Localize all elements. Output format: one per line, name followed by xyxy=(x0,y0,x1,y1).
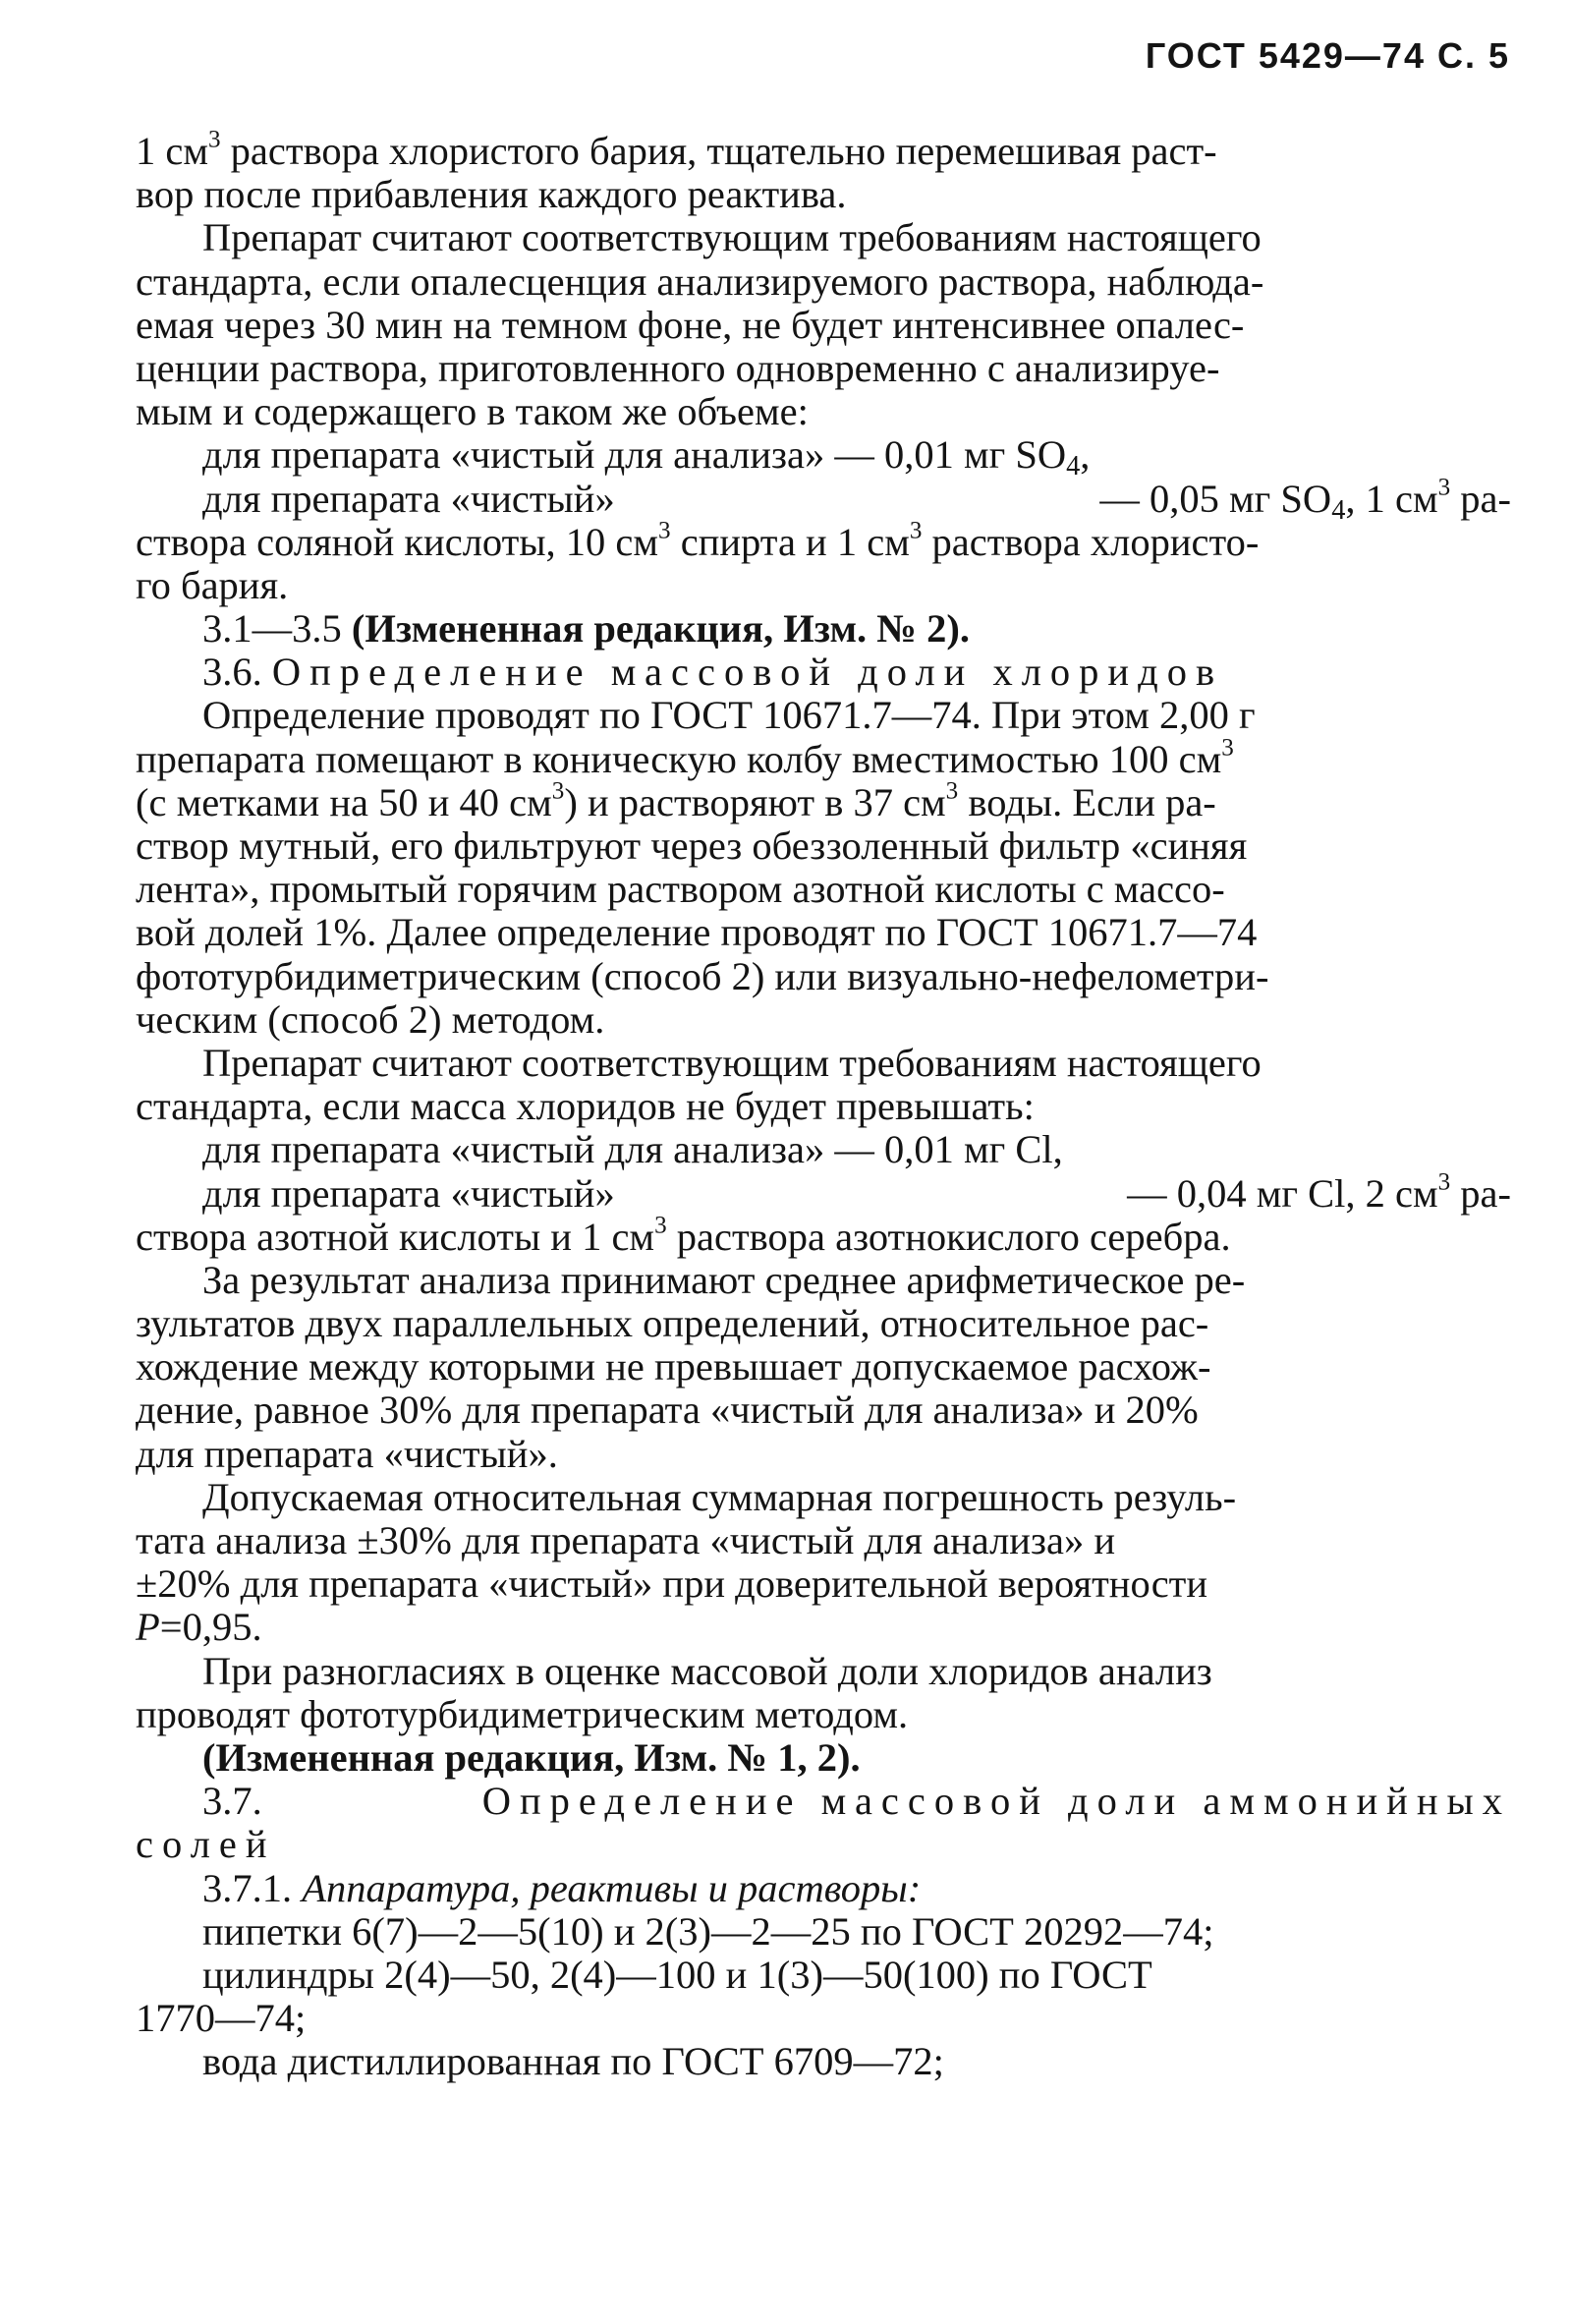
text-line: вор после прибавления каждого реактива. xyxy=(136,172,847,217)
text-line: вой долей 1%. Далее определение проводят по ГОСТ 10671.7—74 xyxy=(136,910,1258,955)
text-line: емая через 30 мин на темном фоне, не будет интенсивнее опалес- xyxy=(136,302,1245,347)
list-item: пипетки 6(7)—2—5(10) и 2(3)—2—25 по ГОСТ 20292—74; xyxy=(202,1908,1214,1954)
section-heading: 3.6. Определение массовой доли хлоридов xyxy=(202,650,1224,695)
amendment-note: 3.1—3.5 (Измененная редакция, Изм. № 2). xyxy=(202,606,970,652)
text-line: стандарта, если опалесценция анализируемого раствора, наблюда- xyxy=(136,258,1264,304)
text-line: ценции раствора, приготовленного одновременно с анализируе- xyxy=(136,345,1220,390)
text-line: фототурбидиметрическим (способ 2) или визуально-нефелометри- xyxy=(136,953,1269,998)
text-line: 1770—74; xyxy=(136,1996,307,2041)
list-item: для препарата «чистый для анализа» — 0,01 мг $SO_4$, xyxy=(202,432,1091,482)
section-heading: 3.7. Определение массовой доли аммонийных xyxy=(202,1779,1511,1824)
text-line: створа азотной кислоты и 1 $см^3$ раствора азотнокислого серебра. xyxy=(136,1212,1231,1259)
text-line: P =0,95. xyxy=(136,1605,262,1650)
text-line: створа соляной кислоты, 10 $см^3$ спирта и 1 $см^3$ раствора хлористо- xyxy=(136,517,1260,564)
text-line: стандарта, если масса хлоридов не будет превышать: xyxy=(136,1084,1035,1129)
text-line: лента», промытый горячим раствором азотной кислоты с массо- xyxy=(136,867,1225,912)
amendment-note: (Измененная редакция, Изм. № 1, 2). xyxy=(202,1734,861,1780)
paragraph-start: Допускаемая относительная суммарная погрешность резуль- xyxy=(202,1474,1237,1519)
text-line: го бария. xyxy=(136,562,289,607)
list-item: для препарата «чистый» — 0,05 мг $SO_4$, 1 $см^3$ ра- xyxy=(202,473,1511,526)
text-line: зультатов двух параллельных определений, относительное рас- xyxy=(136,1301,1209,1346)
text-line: ческим (способ 2) методом. xyxy=(136,996,605,1042)
text-line: препарата помещают в коническую колбу вместимостью 100 $см^3$ xyxy=(136,734,1234,781)
paragraph-start: Препарат считают соответствующим требованиям настоящего xyxy=(202,1040,1262,1085)
paragraph-start: Препарат считают соответствующим требованиям настоящего xyxy=(202,215,1262,260)
list-item: для препарата «чистый для анализа» — 0,01 мг Cl, xyxy=(202,1127,1063,1172)
document-body xyxy=(136,126,1511,2084)
text-line: проводят фототурбидиметрическим методом. xyxy=(136,1691,909,1736)
list-item: для препарата «чистый» — 0,04 мг Cl, 2 $см^3$ ра- xyxy=(202,1167,1511,1216)
list-item: вода дистиллированная по ГОСТ 6709—72; xyxy=(202,2039,944,2084)
paragraph-start: За результат анализа принимают среднее арифметическое ре- xyxy=(202,1257,1246,1302)
running-head: ГОСТ 5429—74 С. 5 xyxy=(1145,35,1510,76)
text-line: для препарата «чистый». xyxy=(136,1431,558,1476)
list-item: цилиндры 2(4)—50, 2(4)—100 и 1(3)—50(100) по ГОСТ xyxy=(202,1952,1152,1997)
text-line: хождение между которыми не превышает допускаемое расхож- xyxy=(136,1344,1211,1389)
paragraph-start: Определение проводят по ГОСТ 10671.7—74. При этом 2,00 г xyxy=(202,693,1256,738)
paragraph-start: При разногласиях в оценке массовой доли хлоридов анализ xyxy=(202,1648,1212,1693)
subsection-heading: 3.7.1. Аппаратура, реактивы и растворы: xyxy=(202,1865,922,1910)
text-line: тата анализа ±30% для препарата «чистый для анализа» и xyxy=(136,1518,1115,1562)
text-line: дение, равное 30% для препарата «чистый для анализа» и 20% xyxy=(136,1388,1199,1433)
text-line: мым и содержащего в таком же объеме: xyxy=(136,389,809,434)
text-line: створ мутный, его фильтруют через обеззоленный фильтр «синяя xyxy=(136,823,1248,868)
text-line: (с метками на 50 и 40 $см^3$) и растворяют в 37 $см^3$ воды. Если ра- xyxy=(136,777,1216,824)
text-line: ±20% для препарата «чистый» при доверительной вероятности xyxy=(136,1561,1208,1607)
text-line: 1 $см^3$ раствора хлористого бария, тщательно перемешивая раст- xyxy=(136,126,1217,173)
section-heading-cont: солей xyxy=(136,1822,276,1867)
